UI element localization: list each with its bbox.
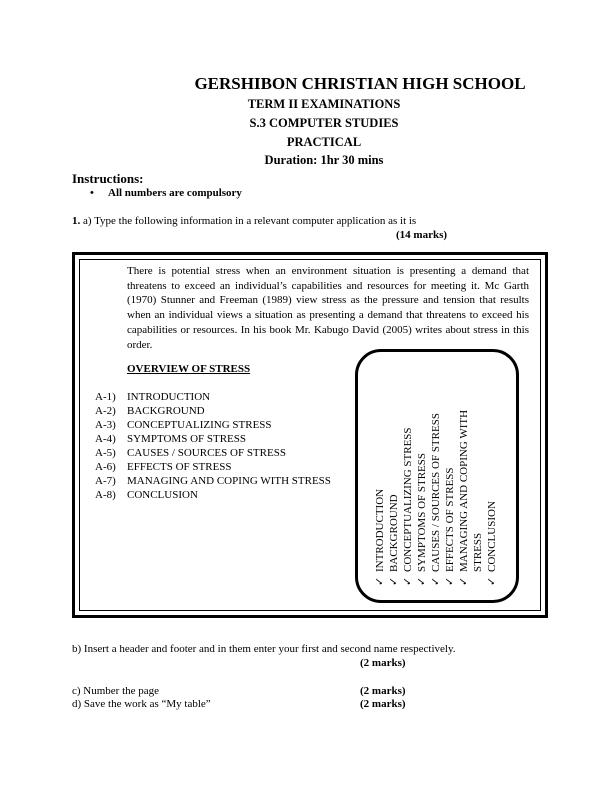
checklist-item bbox=[429, 361, 443, 586]
question-c-marks: (2 marks) bbox=[360, 685, 406, 697]
list-code: A-6) bbox=[95, 461, 116, 473]
stress-paragraph: There is potential stress when an environment situation is presenting a demand that threatens to exceed an individual’s capabilities and resources for meeting it. Mc Garth (1970) Stunner and Freeman (1989) view stress as the pressure and tension that results when an individual views a situation as presenting a demand that threatens to exceed his capabilities or resources. In his book Mr. Kabugo David (2005) writes about stress in this order. bbox=[127, 265, 529, 351]
exam-subject: S.3 COMPUTER STUDIES bbox=[249, 116, 399, 130]
list-code: A-8) bbox=[95, 489, 116, 501]
checklist-item bbox=[485, 361, 499, 586]
checklist-label: CONCEPTUALIZING STRESS bbox=[402, 427, 414, 572]
instructions-heading: Instructions: bbox=[72, 171, 144, 186]
list-item bbox=[95, 404, 331, 418]
list-label: CONCEPTUALIZING STRESS bbox=[127, 419, 272, 431]
check-icon: ✓ bbox=[416, 576, 428, 586]
list-item bbox=[95, 432, 331, 446]
overview-list bbox=[95, 390, 331, 502]
list-item bbox=[95, 474, 331, 488]
list-code: A-3) bbox=[95, 419, 116, 431]
question-d: d) Save the work as “My table” bbox=[72, 698, 211, 710]
list-label: EFFECTS OF STRESS bbox=[127, 461, 232, 473]
question-1-marks: (14 marks) bbox=[396, 229, 448, 241]
question-1-number: 1. bbox=[72, 215, 81, 227]
check-icon: ✓ bbox=[486, 576, 498, 586]
check-icon: ✓ bbox=[430, 576, 442, 586]
checklist-label: CONCLUSION bbox=[486, 501, 498, 572]
checklist-label: SYMPTOMS OF STRESS bbox=[416, 452, 428, 572]
checklist-label: STRESS bbox=[472, 532, 484, 572]
question-d-marks: (2 marks) bbox=[360, 698, 406, 710]
list-code: A-2) bbox=[95, 405, 116, 417]
instruction-text: All numbers are compulsory bbox=[108, 187, 242, 199]
check-icon: ✓ bbox=[402, 576, 414, 586]
list-item bbox=[95, 488, 331, 502]
bullet-icon: • bbox=[90, 187, 94, 199]
rotated-checklist bbox=[373, 361, 519, 586]
list-item bbox=[95, 390, 331, 404]
exam-term: TERM II EXAMINATIONS bbox=[247, 97, 401, 111]
checklist-label: CAUSES / SOURCES OF STRESS bbox=[430, 413, 442, 572]
list-item bbox=[95, 460, 331, 474]
question-1 bbox=[72, 215, 416, 227]
question-b-marks: (2 marks) bbox=[360, 657, 406, 669]
list-code: A-1) bbox=[95, 391, 116, 403]
school-name: GERSHIBON CHRISTIAN HIGH SCHOOL bbox=[194, 74, 526, 93]
list-label: SYMPTOMS OF STRESS bbox=[127, 433, 247, 445]
check-icon: ✓ bbox=[374, 576, 386, 586]
list-item bbox=[95, 418, 331, 432]
exam-duration: Duration: 1hr 30 mins bbox=[264, 153, 384, 167]
question-b: b) Insert a header and footer and in them enter your first and second name respectively. bbox=[72, 643, 456, 655]
instruction-item bbox=[90, 187, 242, 199]
checklist-item bbox=[373, 361, 387, 586]
question-1-text: a) Type the following information in a relevant computer application as it is bbox=[80, 215, 417, 227]
checklist-item bbox=[387, 361, 401, 586]
checklist-label: EFFECTS OF STRESS bbox=[444, 467, 456, 572]
checklist-item bbox=[401, 361, 415, 586]
list-label: CAUSES / SOURCES OF STRESS bbox=[127, 447, 286, 459]
list-item bbox=[95, 446, 331, 460]
checklist-item bbox=[457, 361, 471, 586]
checklist-label: MANAGING AND COPING WITH bbox=[458, 409, 470, 572]
check-icon: ✓ bbox=[444, 576, 456, 586]
list-code: A-5) bbox=[95, 447, 116, 459]
exam-paper: PRACTICAL bbox=[286, 135, 362, 149]
checklist-item bbox=[415, 361, 429, 586]
list-label: BACKGROUND bbox=[127, 405, 205, 417]
checklist-item-continued bbox=[471, 361, 485, 586]
checklist-label: INTRODUCTION bbox=[374, 488, 386, 572]
list-code: A-7) bbox=[95, 475, 116, 487]
checklist-label: BACKGROUND bbox=[388, 494, 400, 572]
list-code: A-4) bbox=[95, 433, 116, 445]
check-icon: ✓ bbox=[458, 576, 470, 586]
list-label: MANAGING AND COPING WITH STRESS bbox=[127, 475, 331, 487]
list-label: CONCLUSION bbox=[127, 489, 198, 501]
checklist-item bbox=[443, 361, 457, 586]
list-label: INTRODUCTION bbox=[127, 391, 211, 403]
check-icon: ✓ bbox=[388, 576, 400, 586]
overview-title: OVERVIEW OF STRESS bbox=[127, 363, 251, 375]
question-c: c) Number the page bbox=[72, 685, 160, 697]
